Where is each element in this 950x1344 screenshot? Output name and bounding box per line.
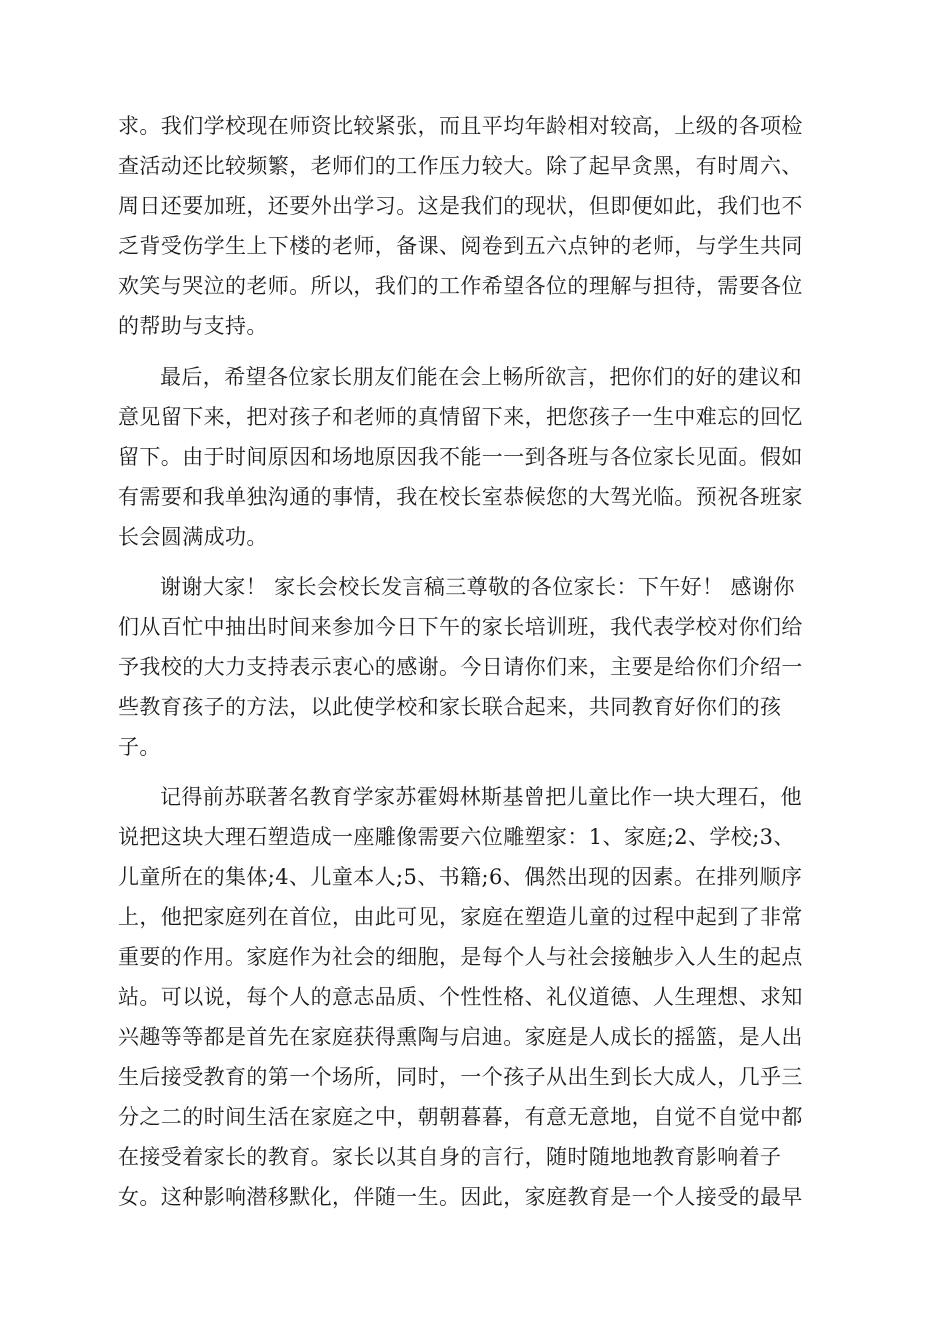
text-line: 些教育孩子的方法，以此使学校和家长联合起来，共同教育好你们的孩 <box>118 695 782 719</box>
text-line: 乏背受伤学生上下楼的老师，备课、阅卷到五六点钟的老师，与学生共同 <box>118 234 803 258</box>
text-line: 周日还要加班，还要外出学习。这是我们的现状，但即便如此，我们也不 <box>118 194 803 218</box>
text-line: 生后接受教育的第一个场所，同时，一个孩子从出生到长大成人，几乎三 <box>118 1065 803 1089</box>
text-line: 有需要和我单独沟通的事情，我在校长室恭候您的大驾光临。预祝各班家 <box>118 485 803 509</box>
text-line: 欢笑与哭泣的老师。所以，我们的工作希望各位的理解与担待，需要各位 <box>118 274 803 298</box>
text-line: 女。这种影响潜移默化，伴随一生。因此，家庭教育是一个人接受的最早 <box>118 1185 803 1209</box>
text-line: 长会圆满成功。 <box>118 525 268 549</box>
text-line: 分之二的时间生活在家庭之中，朝朝暮暮，有意无意地，自觉不自觉中都 <box>118 1105 803 1129</box>
text-line: 子。 <box>118 735 161 759</box>
text-line: 记得前苏联著名教育学家苏霍姆林斯基曾把儿童比作一块大理石，他 <box>160 785 802 809</box>
text-line: 上，他把家庭列在首位，由此可见，家庭在塑造儿童的过程中起到了非常 <box>118 905 803 929</box>
text-line: 最后，希望各位家长朋友们能在会上畅所欲言，把你们的好的建议和 <box>160 365 802 389</box>
text-line: 在接受着家长的教育。家长以其自身的言行，随时随地地教育影响着子 <box>118 1145 782 1169</box>
text-line: 们从百忙中抽出时间来参加今日下午的家长培训班，我代表学校对你们给 <box>118 615 803 639</box>
text-line: 查活动还比较频繁，老师们的工作压力较大。除了起早贪黑，有时周六、 <box>118 154 803 178</box>
text-line: 说把这块大理石塑造成一座雕像需要六位雕塑家：1、家庭;2、学校;3、 <box>118 825 795 849</box>
text-line: 予我校的大力支持表示衷心的感谢。今日请你们来，主要是给你们介绍一 <box>118 655 803 679</box>
text-line: 兴趣等等都是首先在家庭获得熏陶与启迪。家庭是人成长的摇篮，是人出 <box>118 1025 803 1049</box>
text-line: 谢谢大家！ 家长会校长发言稿三尊敬的各位家长：下午好！ 感谢你 <box>160 575 795 599</box>
text-line: 求。我们学校现在师资比较紧张，而且平均年龄相对较高，上级的各项检 <box>118 114 803 138</box>
text-line: 儿童所在的集体;4、儿童本人;5、书籍;6、偶然出现的因素。在排列顺序 <box>118 865 803 889</box>
text-line: 站。可以说，每个人的意志品质、个性性格、礼仪道德、人生理想、求知 <box>118 985 803 1009</box>
text-line: 留下。由于时间原因和场地原因我不能一一到各班与各位家长见面。假如 <box>118 445 803 469</box>
text-line: 的帮助与支持。 <box>118 314 268 338</box>
text-line: 意见留下来，把对孩子和老师的真情留下来，把您孩子一生中难忘的回忆 <box>118 405 803 429</box>
text-line: 重要的作用。家庭作为社会的细胞，是每个人与社会接触步入人生的起点 <box>118 945 803 969</box>
